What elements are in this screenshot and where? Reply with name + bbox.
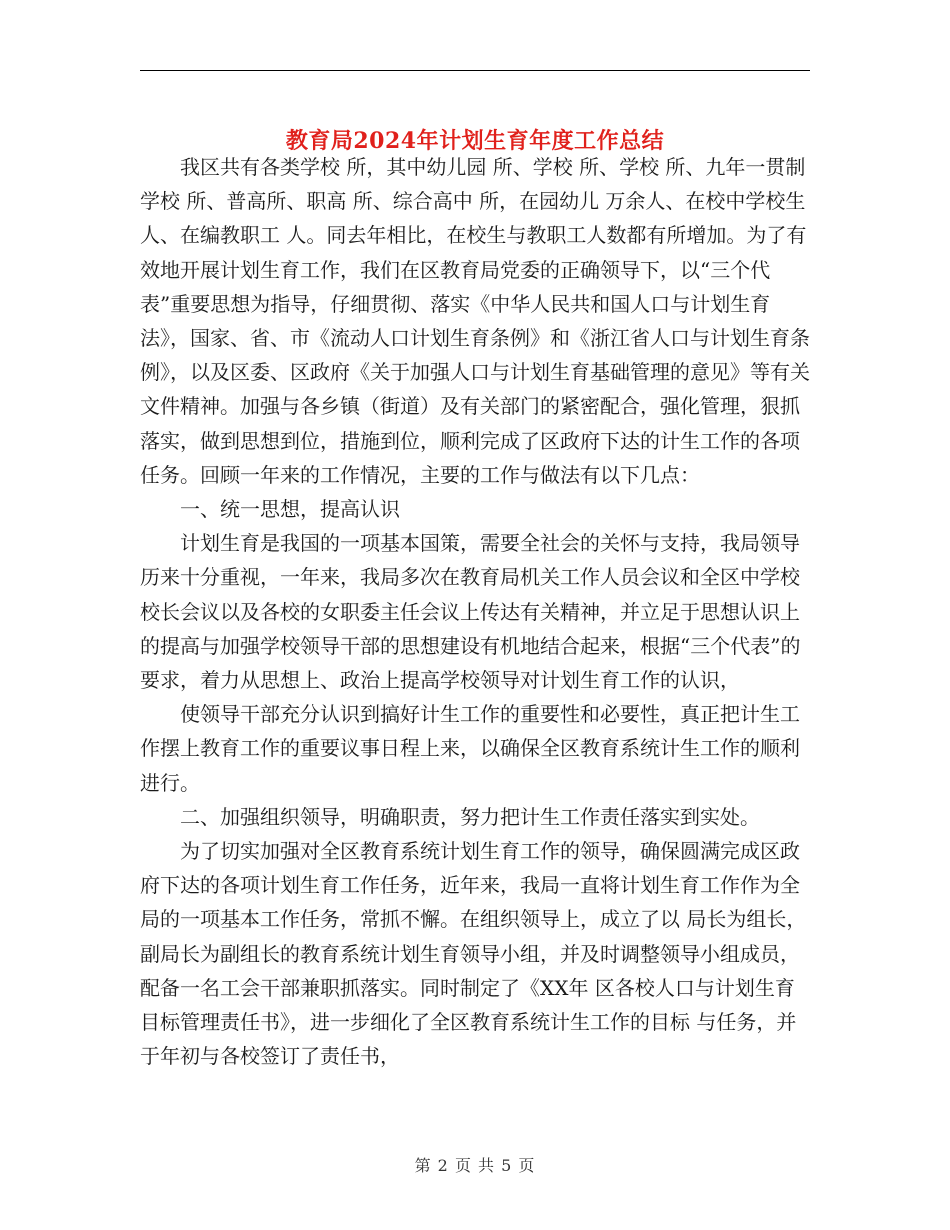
header-rule [140, 70, 810, 71]
paragraph-intro: 我区共有各类学校 所，其中幼儿园 所、学校 所、学校 所、九年一贯制学校 所、普高所、职高 所、综合高中 所，在园幼儿 万余人、在校中学校生 人、在编教职工 人。同去年相比，在校生与教职工人数都有所增加。为了有效地开展计划生育工作，我们在区教育局党委的正确领导下，以“三个代表”重要思想为指导，仔细贯彻、落实《中华人民共和国人口与计划生育法》，国家、省、市《流动人口计划生育条例》和《浙江省人口与计划生育条例》，以及区委、区政府《关于加强人口与计划生育基础管理的意见》等有关文件精神。加强与各乡镇（街道）及有关部门的紧密配合，强化管理，狠抓落实，做到思想到位，措施到位，顺利完成了区政府下达的计生工作的各项任务。回顾一年来的工作情况，主要的工作与做法有以下几点： [140, 155, 810, 487]
section-heading-2: 二、加强组织领导，明确职责，努力把计生工作责任落实到实处。 [180, 804, 760, 829]
document-body [140, 150, 810, 1073]
document-title: 教育局2024年计划生育年度工作总结 [285, 127, 665, 154]
paragraph-section-1a: 计划生育是我国的一项基本国策，需要全社会的关怀与支持，我局领导历来十分重视，一年来，我局多次在教育局机关工作人员会议和全区中学校校长会议以及各校的女职委主任会议上传达有关精神，并立足于思想认识上的提高与加强学校领导干部的思想建设有机地结合起来，根据“三个代表”的要求，着力从思想上、政治上提高学校领导对计划生育工作的认识， [140, 531, 801, 693]
paragraph-section-1b: 使领导干部充分认识到搞好计生工作的重要性和必要性，真正把计生工作摆上教育工作的重要议事日程上来，以确保全区教育系统计生工作的顺利进行。 [140, 702, 800, 795]
paragraph-section-2: 为了切实加强对全区教育系统计划生育工作的领导，确保圆满完成区政府下达的各项计划生育工作任务，近年来，我局一直将计划生育工作作为全局的一项基本工作任务，常抓不懈。在组织领导上，成立了以 局长为组长， 副局长为副组长的教育系统计划生育领导小组，并及时调整领导小组成员，配备一名工会干部兼职抓落实。同时制定了《XX年 区各校人口与计划生育目标管理责任书》，进一步细化了全区教育系统计生工作的目标 与任务，并于年初与各校签订了责任书， [140, 839, 807, 1069]
page-number: 第 2 页 共 5 页 [414, 1156, 536, 1175]
section-heading-1: 一、统一思想，提高认识 [180, 497, 400, 522]
